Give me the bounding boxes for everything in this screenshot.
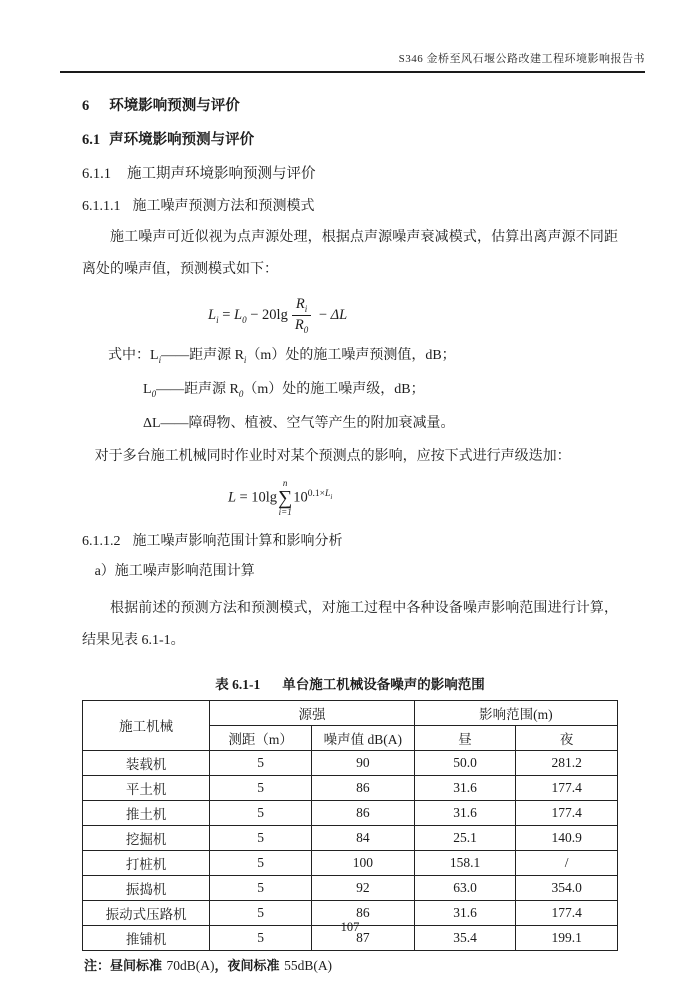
page-content — [82, 94, 618, 974]
table-cell: 84 — [311, 825, 414, 850]
formula-coefficient: 20lg — [262, 307, 288, 324]
col-header-machine: 施工机械 — [83, 700, 210, 750]
table-cell: 5 — [210, 875, 312, 900]
formula-term: R — [294, 317, 304, 334]
table-cell: 63.0 — [414, 875, 516, 900]
formula-point-source-attenuation — [208, 296, 618, 335]
table-row — [83, 825, 618, 850]
heading-6-1-1-1 — [82, 195, 618, 215]
definitions-label: 式中： — [108, 348, 150, 364]
table-cell: 281.2 — [516, 750, 618, 775]
table-row — [83, 750, 618, 775]
heading-text: 施工期声环境影响预测与评价 — [127, 166, 316, 182]
table-cell: 5 — [210, 775, 312, 800]
heading-number: 6.1.1 — [82, 166, 111, 182]
heading-6-1 — [82, 128, 618, 149]
running-header — [60, 0, 645, 66]
table-note — [84, 955, 618, 974]
col-group-source-strength: 源强 — [210, 700, 414, 725]
formula-subscript: i — [243, 355, 247, 366]
heading-number: 6.1 — [82, 132, 101, 148]
table-header-row — [83, 700, 618, 725]
formula-subscript: 0 — [242, 314, 247, 325]
formula-subscript: i — [216, 314, 219, 325]
table-title-text: 单台施工机械设备噪声的影响范围 — [282, 676, 485, 693]
table-cell: 打桩机 — [83, 850, 210, 875]
table-cell: 31.6 — [414, 800, 516, 825]
col-header-noise-value: 噪声值 dB(A) — [311, 725, 414, 750]
table-cell: 装载机 — [83, 750, 210, 775]
report-title: S346 金桥至风石堰公路改建工程环境影响报告书 — [398, 53, 645, 65]
table-cell: 92 — [311, 875, 414, 900]
definition-delta-l — [143, 409, 618, 439]
table-cell: 35.4 — [414, 925, 516, 950]
formula-operator: − — [250, 307, 259, 324]
fraction-numerator — [292, 296, 311, 316]
definition-li — [108, 341, 618, 375]
summation-symbol — [278, 479, 292, 518]
formula-term: L — [150, 348, 159, 364]
formula-coefficient: 10lg — [251, 489, 278, 506]
formula-term: ΔL — [330, 307, 348, 324]
table-number: 表 6.1-1 — [215, 676, 261, 692]
formula-term: R — [295, 296, 305, 312]
formula-subscript: 0 — [151, 389, 157, 400]
table-cell: 90 — [311, 750, 414, 775]
noise-impact-table — [82, 700, 618, 951]
note-text: 注：昼间标准 — [84, 958, 167, 974]
header-rule — [60, 71, 645, 73]
table-cell: 87 — [311, 925, 414, 950]
definition-text: （m）处的施工噪声预测值，dB； — [246, 348, 456, 364]
formula-base: 10 — [293, 489, 308, 506]
formula-term: L — [228, 489, 236, 506]
formula-level-superposition — [228, 479, 618, 518]
fraction-denominator — [292, 316, 311, 335]
table-cell: 50.0 — [414, 750, 516, 775]
table-cell: 平土机 — [83, 775, 210, 800]
note-text: ，夜间标准 — [214, 958, 285, 974]
table-cell: 5 — [210, 825, 312, 850]
formula-exponent-coef: 0.1× — [307, 488, 326, 499]
heading-text: 环境影响预测与评价 — [109, 98, 240, 114]
table-cell: 354.0 — [516, 875, 618, 900]
table-cell: 推铺机 — [83, 925, 210, 950]
table-cell: 5 — [210, 800, 312, 825]
table-cell: 86 — [311, 900, 414, 925]
heading-6-1-1-2 — [82, 530, 618, 550]
col-header-night: 夜 — [516, 725, 618, 750]
heading-text: 施工噪声预测方法和预测模式 — [132, 199, 315, 214]
formula-term: L — [325, 488, 331, 499]
table-cell: 25.1 — [414, 825, 516, 850]
table-cell: 5 — [210, 925, 312, 950]
formula-term: L — [208, 307, 217, 324]
paragraph-calculation: 根据前述的预测方法和预测模式，对施工过程中各种设备噪声影响范围进行计算，结果见表 6.1-1。 — [82, 600, 618, 648]
formula-subscript: i — [304, 303, 308, 314]
table-cell: 推土机 — [83, 800, 210, 825]
definition-text: ——距声源 R — [161, 348, 244, 364]
heading-text: 声环境影响预测与评价 — [109, 132, 255, 148]
col-header-distance: 测距（m） — [210, 725, 312, 750]
formula-exponent — [308, 489, 332, 499]
table-cell: 177.4 — [516, 775, 618, 800]
definition-text: ΔL——障碍物、植被、空气等产生的附加衰减量。 — [143, 416, 455, 432]
table-cell: 86 — [311, 775, 414, 800]
table-cell: 100 — [311, 850, 414, 875]
formula-subscript: i — [330, 492, 333, 501]
table-cell: 177.4 — [516, 900, 618, 925]
col-header-day: 昼 — [414, 725, 516, 750]
table-title — [82, 673, 618, 693]
table-cell: 31.6 — [414, 900, 516, 925]
paragraph-superposition: 对于多台施工机械同时作业时对某个预测点的影响，应按下式进行声级迭加： — [94, 449, 571, 465]
table-cell: 5 — [210, 850, 312, 875]
summation-upper-limit: n — [282, 478, 288, 489]
summation-sigma: ∑ — [278, 486, 293, 509]
definition-text: （m）处的施工噪声级，dB； — [243, 382, 425, 398]
formula-subscript: 0 — [303, 325, 309, 336]
table-cell: 振动式压路机 — [83, 900, 210, 925]
table-cell: 31.6 — [414, 775, 516, 800]
table-cell: 挖掘机 — [83, 825, 210, 850]
table-cell: / — [516, 850, 618, 875]
formula-subscript: 0 — [238, 389, 244, 400]
definition-l0 — [143, 375, 618, 409]
heading-number: 6.1.1.2 — [82, 533, 121, 549]
formula-term: L — [143, 382, 152, 398]
paragraph-prediction-method: 施工噪声可近似视为点声源处理，根据点声源噪声衰减模式，估算出离声源不同距离处的噪声值，预测模式如下： — [82, 230, 618, 277]
table-row — [83, 800, 618, 825]
table-cell: 5 — [210, 750, 312, 775]
table-cell: 140.9 — [516, 825, 618, 850]
definition-text: ——距声源 R — [156, 382, 239, 398]
table-row — [83, 875, 618, 900]
note-value: 55dB(A) — [284, 957, 333, 973]
formula-operator: − — [318, 307, 328, 324]
formula-term: L — [234, 307, 243, 324]
formula-subscript: i — [158, 355, 162, 366]
table-cell: 振捣机 — [83, 875, 210, 900]
table-cell: 86 — [311, 800, 414, 825]
table-cell: 158.1 — [414, 850, 516, 875]
heading-6-1-1 — [82, 162, 618, 183]
subheading-a: a）施工噪声影响范围计算 — [94, 563, 255, 579]
formula-fraction — [292, 296, 311, 335]
summation-lower-limit: i=1 — [278, 506, 292, 517]
table-row — [83, 850, 618, 875]
formula-operator: = — [222, 307, 231, 324]
heading-number: 6.1.1.1 — [82, 199, 121, 214]
col-group-impact-range: 影响范围(m) — [414, 700, 617, 725]
heading-text: 施工噪声影响范围计算和影响分析 — [132, 533, 343, 549]
note-value: 70dB(A) — [166, 957, 215, 973]
formula-definitions — [82, 341, 618, 439]
table-header — [83, 700, 618, 750]
table-cell: 199.1 — [516, 925, 618, 950]
table-cell: 177.4 — [516, 800, 618, 825]
heading-number: 6 — [82, 98, 90, 114]
page-number: 107 — [340, 920, 360, 934]
table-row — [83, 775, 618, 800]
formula-operator: = — [239, 489, 248, 506]
heading-6 — [82, 94, 618, 115]
table-cell: 5 — [210, 900, 312, 925]
